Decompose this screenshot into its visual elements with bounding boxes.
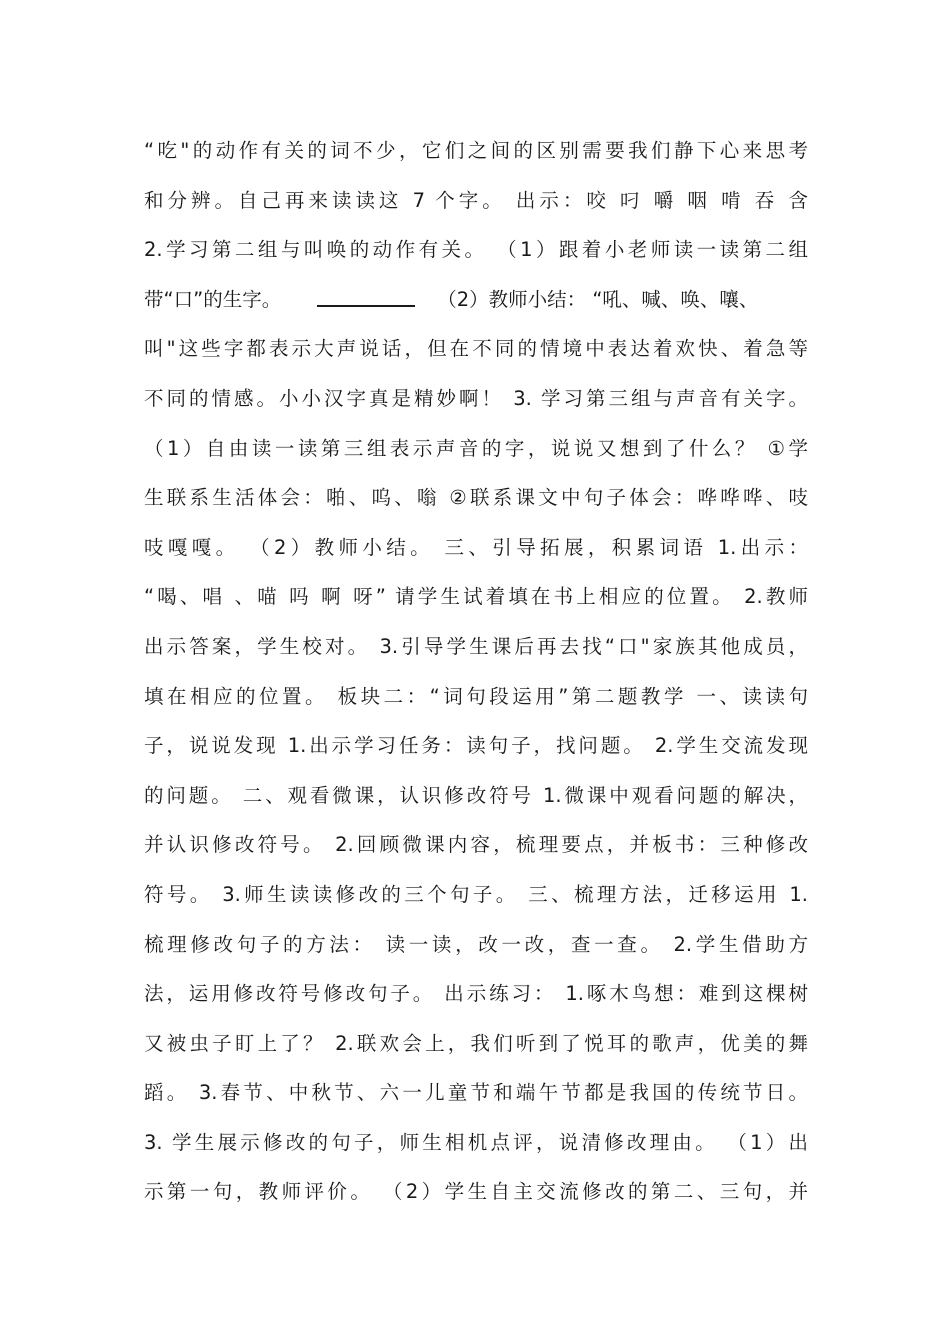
text-line: 的问题。 二、观看微课，认识修改符号 1.微课中观看问题的解决， — [144, 783, 808, 807]
text-line: 并认识修改符号。 2.回顾微课内容，梳理要点，并板书：三种修改 — [144, 833, 808, 857]
text-line: 示第一句，教师评价。 （2）学生自主交流修改的第二、三句，并 — [144, 1180, 808, 1204]
text-line: “吃"的动作有关的词不少，它们之间的区别需要我们静下心来思考 — [144, 139, 808, 162]
text-line: 2.学习第二组与叫唤的动作有关。 （1）跟着小老师读一读第二组 — [144, 238, 808, 262]
text-line: 叫"这些字都表示大声说话，但在不同的情境中表达着欢快、着急等 — [144, 337, 808, 361]
text-line: 又被虫子盯上了？ 2.联欢会上，我们听到了悦耳的歌声，优美的舞 — [144, 1031, 808, 1055]
text-segment: （2）教师小结： “吼、喊、唤、嚷、 — [437, 287, 759, 311]
text-line: 和分辨。自己再来读读这 7 个字。 出示：咬 叼 嚼 咽 啃 吞 含 — [144, 188, 808, 212]
text-line: 子，说说发现 1.出示学习任务：读句子，找问题。 2.学生交流发现 — [144, 734, 808, 758]
text-line: 梳理修改句子的方法： 读一读，改一改，查一查。 2.学生借助方 — [144, 932, 808, 956]
fill-in-blank — [317, 305, 415, 307]
text-line: 生联系生活体会：啪、呜、嗡 ②联系课文中句子体会：哗哗哗、吱 — [144, 486, 808, 510]
text-segment: 带“口”的生字。 — [144, 287, 282, 311]
text-line-with-blank — [144, 275, 808, 325]
text-line: 填在相应的位置。 板块二：“词句段运用”第二题教学 一、读读句 — [144, 684, 808, 708]
body-text — [144, 126, 808, 1217]
text-line: 吱嘎嘎。 （2）教师小结。 三、引导拓展，积累词语 1.出示： — [144, 535, 808, 559]
text-line: “喝、唱 、喵 吗 啊 呀” 请学生试着填在书上相应的位置。 2.教师 — [144, 585, 808, 609]
text-line: （1）自由读一读第三组表示声音的字，说说又想到了什么？ ①学 — [144, 436, 808, 460]
text-line: 蹈。 3.春节、中秋节、六一儿童节和端午节都是我国的传统节日。 — [144, 1081, 808, 1105]
text-line: 出示答案，学生校对。 3.引导学生课后再去找“口"家族其他成员， — [144, 634, 808, 658]
text-line: 不同的情感。小小汉字真是精妙啊！ 3. 学习第三组与声音有关字。 — [144, 386, 808, 410]
text-line: 符号。 3.师生读读修改的三个句子。 三、梳理方法，迁移运用 1. — [144, 882, 808, 906]
text-line: 法，运用修改符号修改句子。 出示练习： 1.啄木鸟想：难到这棵树 — [144, 982, 808, 1006]
text-line: 3. 学生展示修改的句子，师生相机点评，说清修改理由。 （1）出 — [144, 1130, 808, 1154]
